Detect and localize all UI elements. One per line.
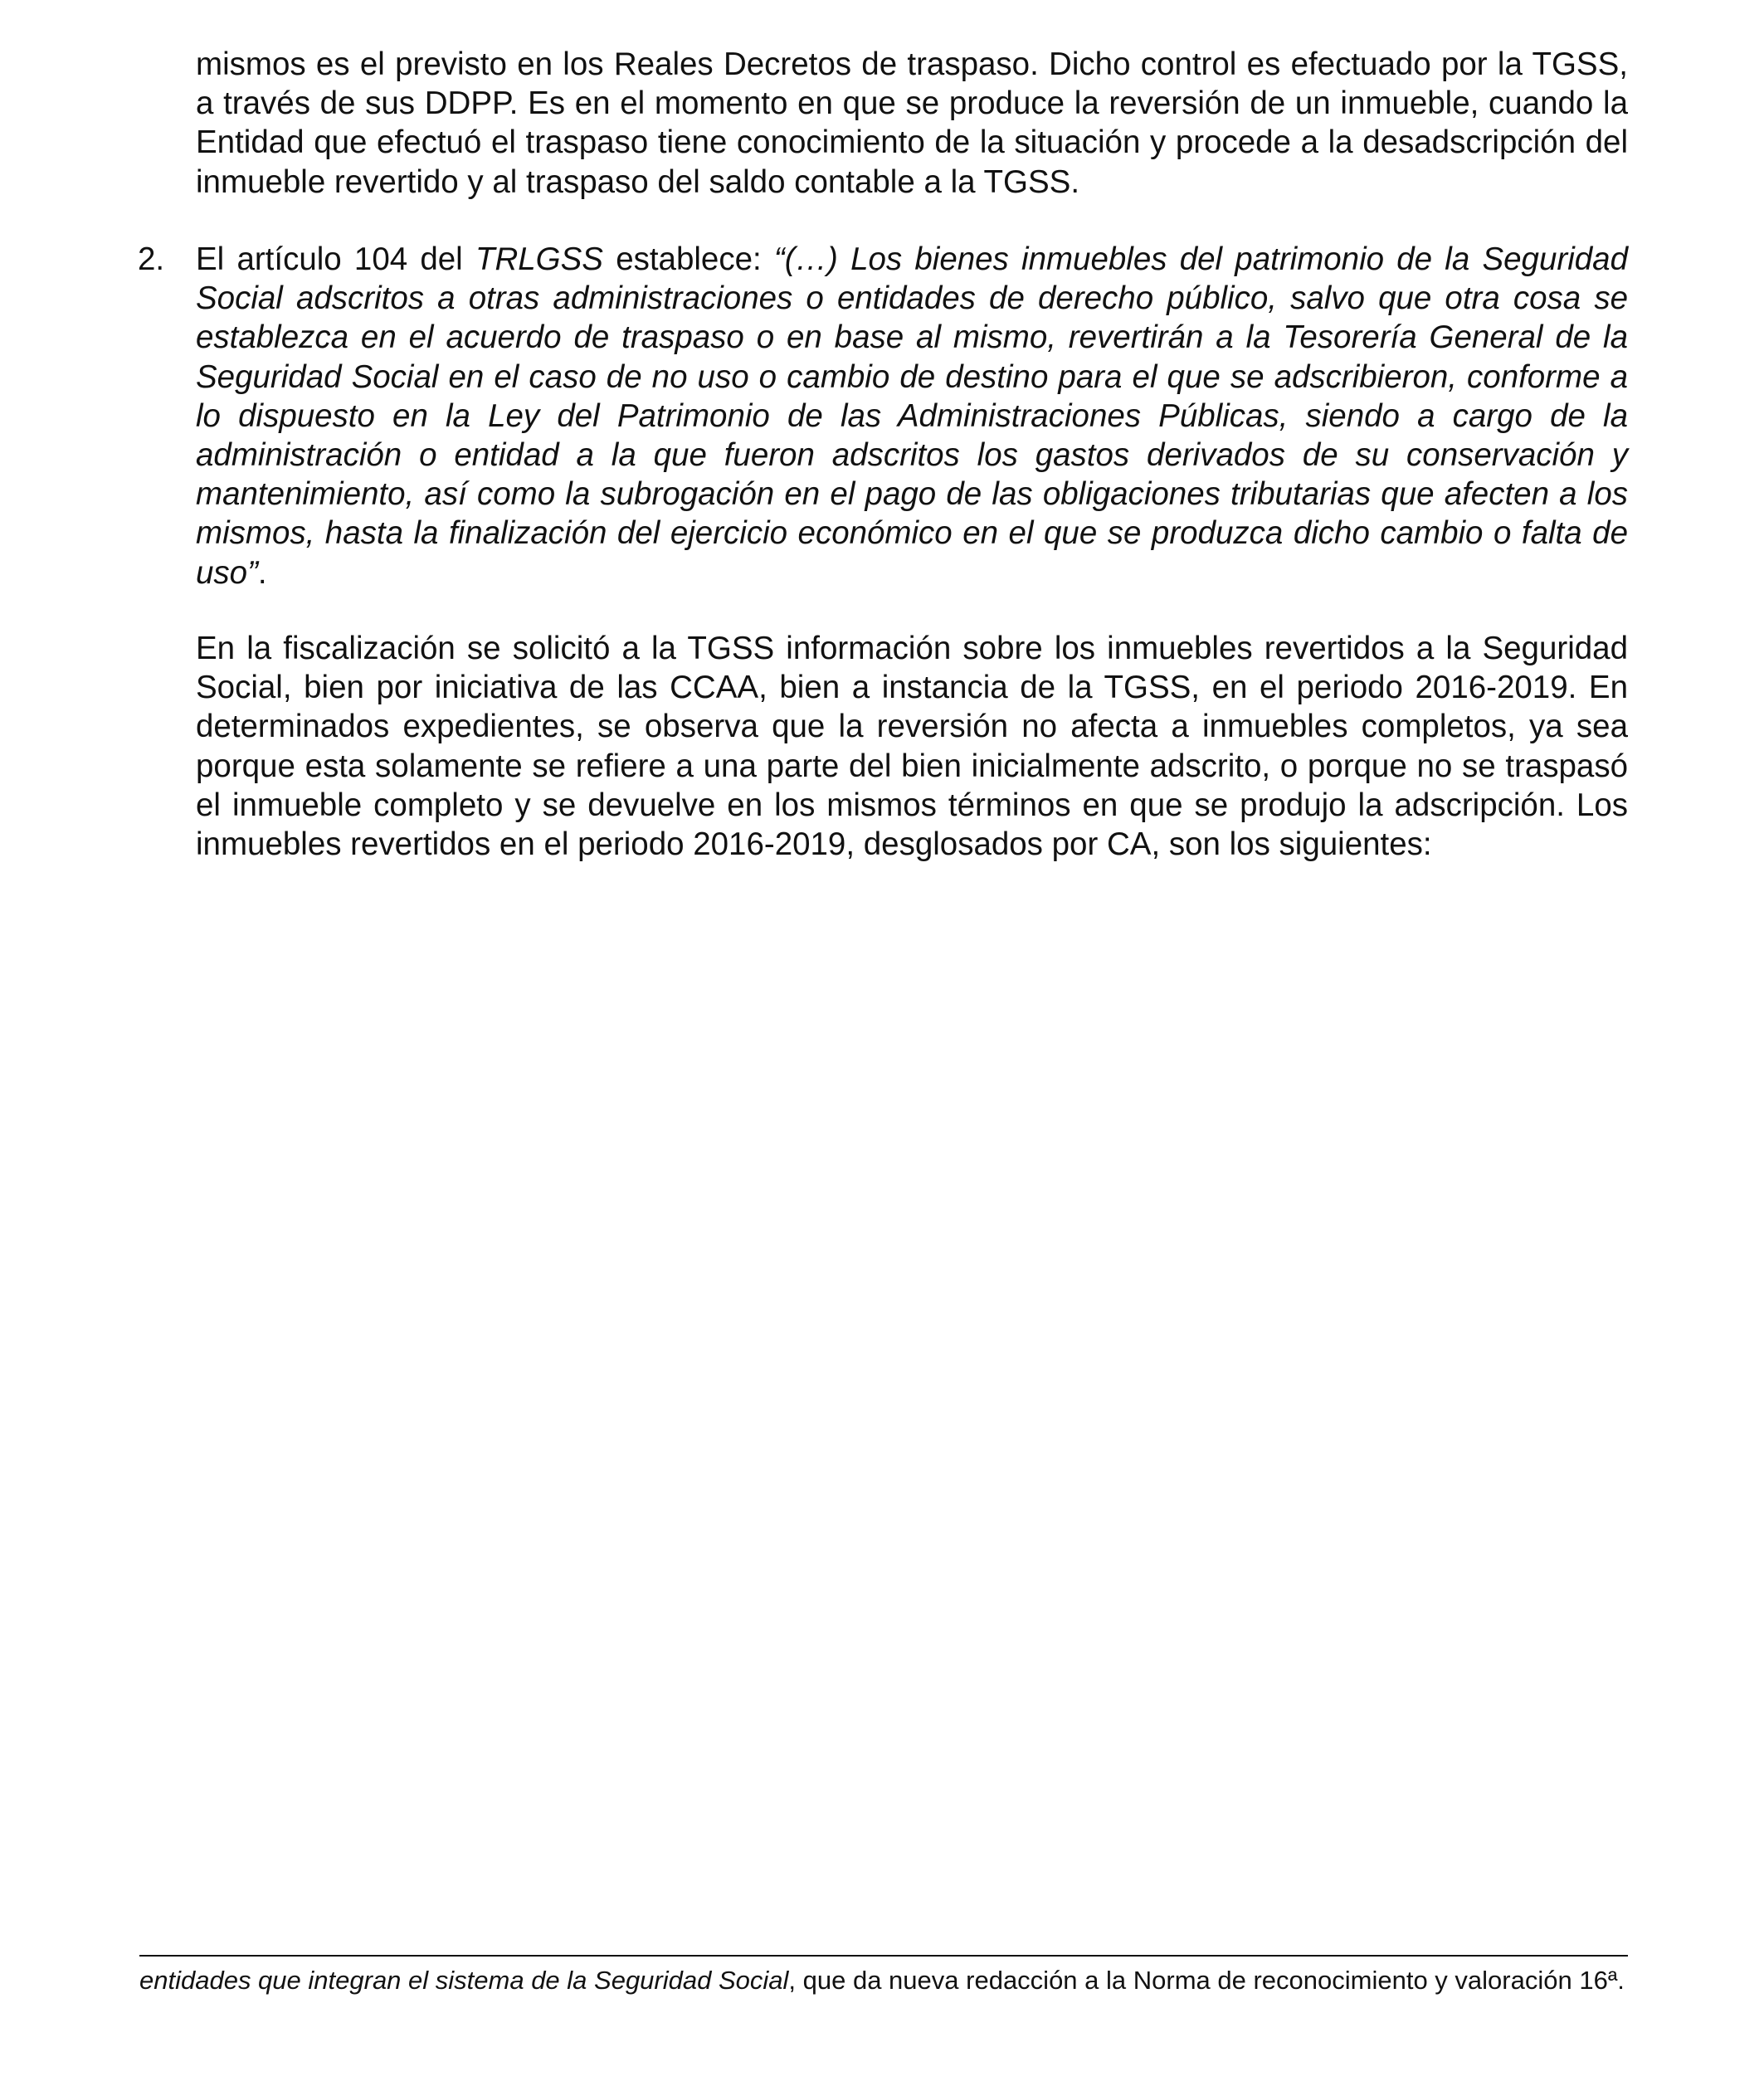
item2-end: . xyxy=(257,554,267,591)
item2-lead: El artículo 104 del xyxy=(196,241,475,277)
paragraph-reales-decretos: mismos es el previsto en los Reales Decretos de traspaso. Dicho control es efectuado por la TGSS, a través de sus DDPP. Es en el momento en que se produce la reversión de un inmueble, cuando la Entidad que efectuó el traspaso tiene conocimiento de la situación y procede a la desadscripción del inmueble revertido y al traspaso del saldo contable a la TGSS. xyxy=(196,46,1628,200)
paragraph-fiscalizacion: En la fiscalización se solicitó a la TGSS información sobre los inmuebles revertidos a la Seguridad Social, bien por iniciativa de las CCAA, bien a instancia de la TGSS, en el periodo 2016-2019. En determinados expedientes, se observa que la reversión no afecta a inmuebles completos, ya sea porque esta solamente se refiere a una parte del bien inicialmente adscrito, o porque no se traspasó el inmueble completo y se devuelve en los mismos términos en que se produjo la adscripción. Los inmuebles revertidos en el periodo 2016-2019, desglosados por CA, son los siguientes: xyxy=(196,631,1628,863)
paragraph-articulo-104 xyxy=(196,240,1628,592)
footnote-rest: , que da nueva redacción a la Norma de reconocimiento y valoración 16ª. xyxy=(788,1966,1625,1995)
list-number: 2. xyxy=(138,241,165,277)
footnote xyxy=(139,1965,1628,1996)
law-quote: “(…) Los bienes inmuebles del patrimonio de la Seguridad Social adscritos a otras administraciones o entidades de derecho público, salvo que otra cosa se establezca en el acuerdo de traspaso o en base al mismo, revertirán a la Tesorería General de la Seguridad Social en el caso de no uso o cambio de destino para el que se adscribieron, conforme a lo dispuesto en la Ley del Patrimonio de las Administraciones Públicas, siendo a cargo de la administración o entidad a la que fueron adscritos los gastos derivados de su conservación y mantenimiento, así como la subrogación en el pago de las obligaciones tributarias que afecten a los mismos, hasta la finalización del ejercicio económico en el que se produzca dicho cambio o falta de uso” xyxy=(196,241,1628,591)
footnote-italic: entidades que integran el sistema de la Seguridad Social xyxy=(139,1966,789,1995)
footnote-separator xyxy=(139,1955,1628,1957)
law-abbreviation: TRLGSS xyxy=(475,241,603,277)
item2-mid: establece: xyxy=(602,241,774,277)
